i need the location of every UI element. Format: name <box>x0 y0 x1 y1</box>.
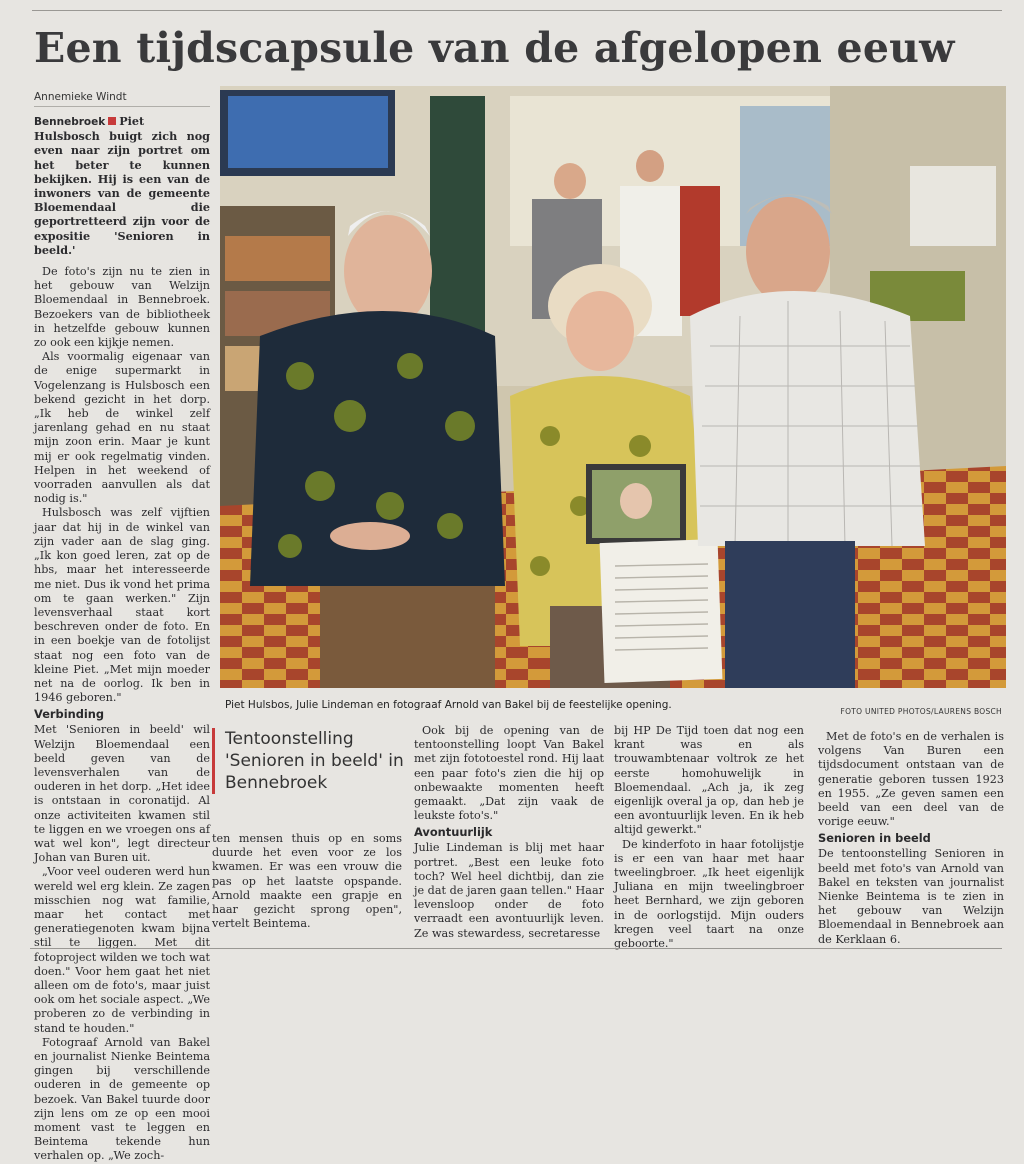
article-photo <box>220 86 1006 688</box>
subheading-verbinding: Verbinding <box>34 707 105 722</box>
paragraph: De tentoonstelling Senioren in beeld met foto's van Arnold van Bakel en teksten van journalist Nienke Beintema is te zien in het gebouw van Welzijn Bloemendaal in Bennebroek aan de Kerklaan 6. <box>818 847 1004 946</box>
exhibition-box-title: Tentoonstelling 'Senioren in beeld' in Bennebroek <box>212 728 413 794</box>
lead-text: Piet Hulsbosch buigt zich nog even naar zijn portret om het beter te kunnen bekijken. Hij is een van de inwoners van de gemeente Bloemendaal die geportretteerd zijn voor de expositie 'Senioren in beeld.' <box>34 114 210 257</box>
paragraph: „Voor veel ouderen werd hun wereld wel erg klein. Ze zagen misschien nog wat familie, maar het contact met generatiegenoten kwam bijna stil te liggen. Met dit fotoproject wilden we toch wat doen." Voor hem gaat het niet alleen om de foto's, maar juist ook om het sociale aspect. „We proberen zo de verbinding in stand te houden." <box>34 865 210 1035</box>
article-column-4 <box>614 724 804 951</box>
article-column-3 <box>414 724 604 940</box>
paragraph: Julie Lindeman is blij met haar portret. „Best een leuke foto toch? Wel heel dichtbij, dan zie je dat de jaren gaan tellen." Haar levensloop onder de foto verraadt een avontuurlijk leven. Ze was stewardess, secretaresse <box>414 841 604 940</box>
subheading-avontuurlijk: Avontuurlijk <box>414 825 493 840</box>
dateline-square-icon <box>108 117 116 125</box>
bottom-rule <box>30 948 1002 949</box>
paragraph: bij HP De Tijd toen dat nog een krant was en als trouwambtenaar voltrok ze het eerste homohuwelijk in Bloemendaal. „Ach ja, ik zeg eigenlijk overal ja op, dan heb je een avontuurlijk leven. En ik heb altijd gewerkt." <box>614 724 804 837</box>
byline: Annemieke Windt <box>34 91 127 103</box>
lead-paragraph <box>34 114 210 257</box>
paragraph: Hulsbosch was zelf vijftien jaar dat hij in de winkel van zijn vader aan de slag ging. „Ik kon goed leren, zat op de hbs, maar het interesseerde me niet. Dus ik vond het prima om te gaan werken." Zijn levensverhaal staat kort beschreven onder de foto. En in een boekje van de fotolijst staat nog een foto van de kleine Piet. „Met mijn moeder net na de oorlog. Ik ben in 1946 geboren." <box>34 506 210 705</box>
paragraph: Met 'Senioren in beeld' wil Welzijn Bloemendaal een beeld geven van de levensverhalen van de ouderen in het dorp. „Het idee is ontstaan in coronatijd. Al onze activiteiten kwamen stil te liggen en we vroegen ons af wat wel kon", legt directeur Johan van Buren uit. <box>34 723 210 865</box>
top-rule <box>32 10 1002 11</box>
photo-caption: Piet Hulsbos, Julie Lindeman en fotograaf Arnold van Bakel bij de feestelijke opening. <box>225 699 672 711</box>
paragraph: Ook bij de opening van de tentoonstelling loopt Van Bakel met zijn fototoestel rond. Hij laat een paar foto's zien die hij op onbewaakte momenten heeft gemaakt. „Dat zijn vaak de leukste foto's." <box>414 724 604 823</box>
headline: Een tijdscapsule van de afgelopen eeuw <box>34 24 955 72</box>
photo-credit: FOTO UNITED PHOTOS/LAURENS BOSCH <box>840 707 1002 716</box>
paragraph: Met de foto's en de verhalen is volgens Van Buren een tijdsdocument ontstaan van de generatie geboren tussen 1923 en 1955. „Ze geven samen een beeld van een deel van de vorige eeuw." <box>818 730 1004 829</box>
photo-illustration <box>220 86 1006 688</box>
article-column-2 <box>212 832 402 932</box>
dateline-place: Bennebroek <box>34 116 106 128</box>
article-column-5 <box>818 730 1004 946</box>
paragraph: Als voormalig eigenaar van de enige supermarkt in Vogelenzang is Hulsbosch een bekend gezicht in het dorp. „Ik heb de winkel zelf jarenlang gehad en nu staat mijn zoon erin. Maar je kunt mij er ook regelmatig vinden. Helpen in het weekend of voorraden aanvullen als dat nodig is." <box>34 350 210 506</box>
subheading-senioren-in-beeld: Senioren in beeld <box>818 831 931 846</box>
paragraph: De foto's zijn nu te zien in het gebouw van Welzijn Bloemendaal in Bennebroek. Bezoekers van de bibliotheek in hetzelfde gebouw kunnen zo ook een kijkje nemen. <box>34 265 210 350</box>
paragraph: De kinderfoto in haar fotolijstje is er een van haar met haar tweelingbroer. „Ik heet eigenlijk Juliana en mijn tweelingbroer heet Bernhard, we zijn geboren in de oorlogstijd. Mijn ouders kregen veel taart na onze geboorte." <box>614 837 804 951</box>
paragraph: Fotograaf Arnold van Bakel en journalist Nienke Beintema gingen bij verschillende ouderen in de gemeente op bezoek. Van Bakel tuurde door zijn lens om ze op een mooi moment vast te leggen en Beintema tekende hun verhalen op. „We zoch- <box>34 1035 210 1163</box>
paragraph: ten mensen thuis op en soms duurde het even voor ze los kwamen. Er was een vrouw die pas op het laatste opspande. Arnold maakte een grapje en haar gezicht sprong open", vertelt Beintema. <box>212 832 402 931</box>
article-column-1 <box>34 114 210 1163</box>
byline-rule <box>34 106 210 107</box>
